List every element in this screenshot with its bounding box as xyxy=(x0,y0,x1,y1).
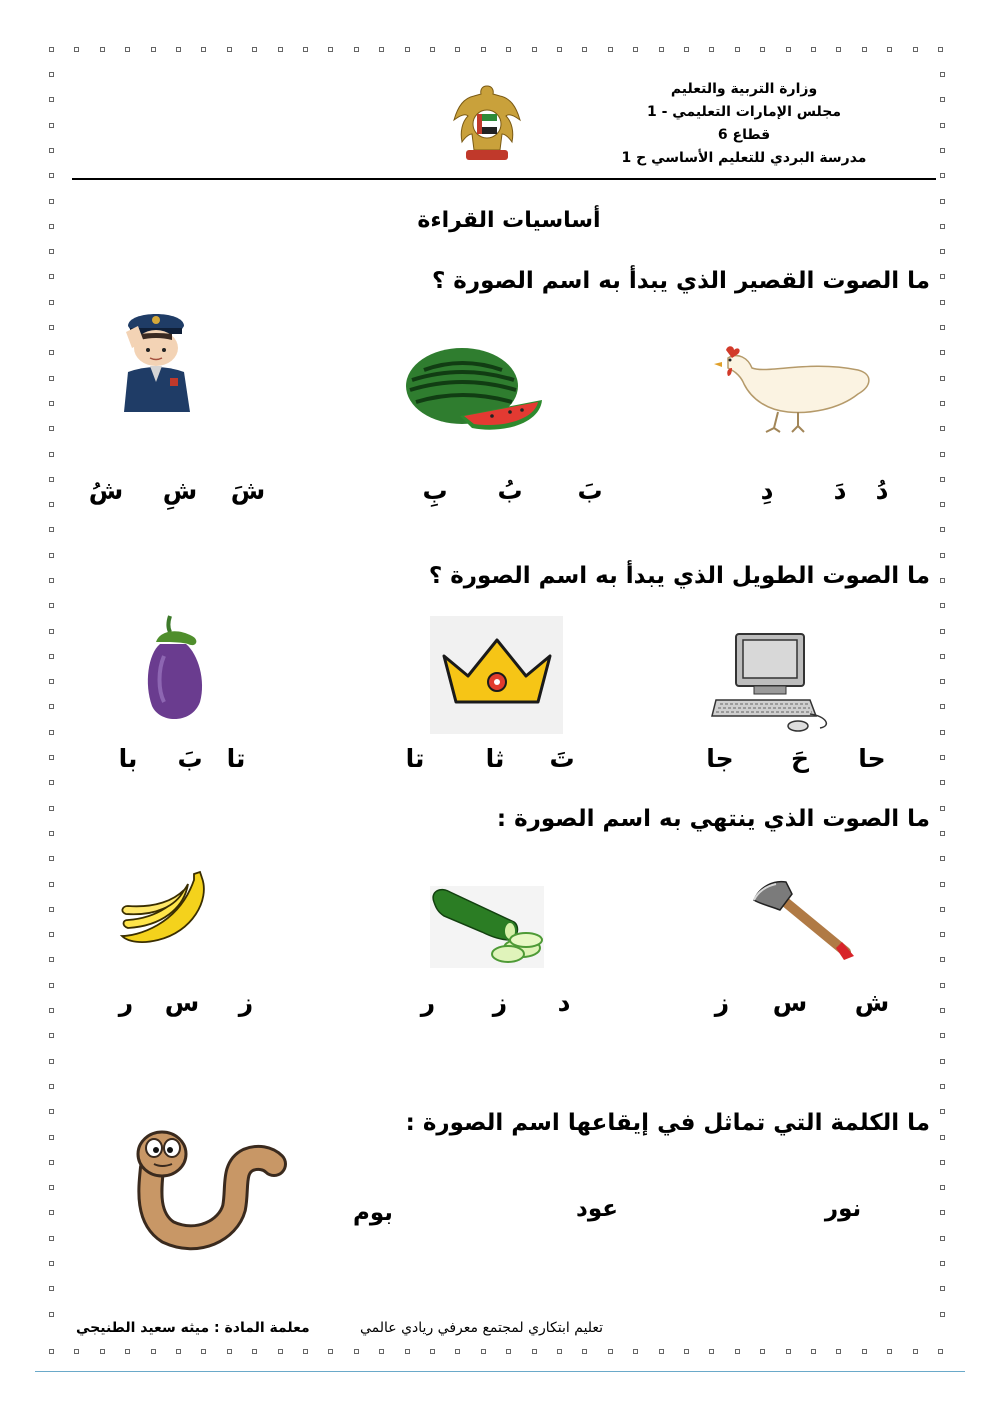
border-dot xyxy=(49,704,54,709)
border-dot xyxy=(887,1349,892,1354)
border-dot xyxy=(811,47,816,52)
sound-option[interactable]: ثا xyxy=(485,744,505,773)
sound-option[interactable]: دِ xyxy=(760,476,774,505)
border-dot xyxy=(74,1349,79,1354)
border-dot xyxy=(49,1033,54,1038)
border-dot xyxy=(252,47,257,52)
border-dot xyxy=(49,97,54,102)
border-dot xyxy=(481,1349,486,1354)
question-2: ما الصوت الطويل الذي يبدأ به اسم الصورة ؟ xyxy=(428,563,930,589)
border-dot xyxy=(49,173,54,178)
border-dot xyxy=(940,249,945,254)
border-dot xyxy=(557,47,562,52)
border-dot xyxy=(940,654,945,659)
question-1: ما الصوت القصير الذي يبدأ به اسم الصورة ؟ xyxy=(431,268,930,294)
question-4: ما الكلمة التي تماثل في إيقاعها اسم الصورة : xyxy=(405,1110,930,1136)
border-dot xyxy=(455,1349,460,1354)
sound-option[interactable]: تا xyxy=(226,744,246,773)
rhyme-word-option[interactable]: عود xyxy=(576,1196,618,1222)
border-dot xyxy=(735,47,740,52)
border-dot xyxy=(49,452,54,457)
border-dot xyxy=(940,957,945,962)
border-dot xyxy=(659,47,664,52)
border-dot xyxy=(303,1349,308,1354)
border-dot xyxy=(49,806,54,811)
cucumber-icon xyxy=(430,886,548,966)
border-dot xyxy=(49,755,54,760)
border-dot xyxy=(49,376,54,381)
border-dot xyxy=(49,1084,54,1089)
border-dot xyxy=(49,47,54,52)
border-dot xyxy=(49,148,54,153)
border-dot xyxy=(49,907,54,912)
border-dot xyxy=(455,47,460,52)
border-dot xyxy=(49,932,54,937)
border-dot xyxy=(608,47,613,52)
sound-option[interactable]: س xyxy=(772,988,808,1017)
border-dot xyxy=(836,47,841,52)
border-dot xyxy=(379,47,384,52)
border-dot xyxy=(74,47,79,52)
sound-option[interactable]: تَ xyxy=(549,744,575,773)
border-dot xyxy=(176,1349,181,1354)
border-dot xyxy=(709,47,714,52)
sound-option[interactable]: ز xyxy=(238,988,254,1017)
border-dot xyxy=(430,47,435,52)
hen-icon xyxy=(708,340,874,436)
border-dot xyxy=(379,1349,384,1354)
border-dot xyxy=(125,47,130,52)
sound-option[interactable]: ز xyxy=(492,988,508,1017)
border-dot xyxy=(940,1160,945,1165)
axe-icon xyxy=(750,876,860,960)
border-dot xyxy=(940,350,945,355)
border-dot xyxy=(913,1349,918,1354)
border-dot xyxy=(49,780,54,785)
border-dot xyxy=(940,148,945,153)
border-dot xyxy=(176,47,181,52)
sound-option[interactable]: جا xyxy=(706,744,734,773)
border-dot xyxy=(940,199,945,204)
border-dot xyxy=(940,1261,945,1266)
sound-option[interactable]: شِ xyxy=(162,476,198,505)
border-dot xyxy=(49,882,54,887)
border-dot xyxy=(940,123,945,128)
border-dot xyxy=(49,123,54,128)
border-dot xyxy=(49,1059,54,1064)
border-dot xyxy=(940,831,945,836)
border-dot xyxy=(49,578,54,583)
border-dot xyxy=(633,1349,638,1354)
border-dot xyxy=(49,679,54,684)
uae-emblem-icon xyxy=(452,80,522,166)
footer-teacher: معلمة المادة : ميثه سعيد الطنيجي xyxy=(76,1320,310,1336)
computer-icon xyxy=(710,630,840,734)
border-dot xyxy=(940,806,945,811)
header-divider xyxy=(72,178,936,180)
sound-option[interactable]: ش xyxy=(854,988,890,1017)
border-dot xyxy=(940,97,945,102)
border-dot xyxy=(49,730,54,735)
worm-icon xyxy=(128,1128,284,1246)
border-dot xyxy=(940,325,945,330)
border-dot xyxy=(49,325,54,330)
sound-option[interactable]: با xyxy=(118,744,138,773)
border-dot xyxy=(940,1109,945,1114)
sector-line: قطاع 6 xyxy=(717,127,771,143)
border-dot xyxy=(405,1349,410,1354)
worksheet-title: أساسيات القراءة xyxy=(417,208,601,233)
border-dot xyxy=(49,502,54,507)
border-dot xyxy=(49,199,54,204)
border-dot xyxy=(940,300,945,305)
border-dot xyxy=(405,47,410,52)
border-dot xyxy=(354,47,359,52)
border-dot xyxy=(940,274,945,279)
border-dot xyxy=(49,1236,54,1241)
school-line: مدرسة البردي للتعليم الأساسي ح 1 xyxy=(621,150,867,166)
border-dot xyxy=(328,47,333,52)
border-dot xyxy=(49,629,54,634)
border-dot xyxy=(49,1135,54,1140)
border-dot xyxy=(49,274,54,279)
border-dot xyxy=(940,527,945,532)
border-dot xyxy=(940,376,945,381)
border-dot xyxy=(303,47,308,52)
banana-icon xyxy=(118,870,208,946)
border-dot xyxy=(684,1349,689,1354)
border-dot xyxy=(786,47,791,52)
border-dot xyxy=(49,527,54,532)
border-dot xyxy=(811,1349,816,1354)
border-dot xyxy=(659,1349,664,1354)
border-dot xyxy=(887,47,892,52)
sound-option[interactable]: بَ xyxy=(577,476,603,505)
border-dot xyxy=(201,1349,206,1354)
border-dot xyxy=(582,1349,587,1354)
border-dot xyxy=(940,401,945,406)
border-dot xyxy=(49,983,54,988)
ministry-line: وزارة التربية والتعليم xyxy=(670,81,818,97)
border-dot xyxy=(709,1349,714,1354)
border-dot xyxy=(940,704,945,709)
sound-option[interactable]: شُ xyxy=(88,476,124,505)
border-dot xyxy=(940,679,945,684)
sound-option[interactable]: ر xyxy=(420,988,436,1017)
sound-option[interactable]: بَ xyxy=(177,744,203,773)
border-dot xyxy=(862,47,867,52)
border-dot xyxy=(532,1349,537,1354)
border-dot xyxy=(49,477,54,482)
border-dot xyxy=(49,300,54,305)
border-dot xyxy=(227,47,232,52)
sound-option[interactable]: تا xyxy=(405,744,425,773)
border-dot xyxy=(49,603,54,608)
border-dot xyxy=(940,983,945,988)
border-dot xyxy=(49,856,54,861)
council-line: مجلس الإمارات التعليمي - 1 xyxy=(646,104,842,120)
border-dot xyxy=(354,1349,359,1354)
border-dot xyxy=(151,47,156,52)
crown-icon xyxy=(438,636,556,710)
border-dot xyxy=(940,1135,945,1140)
sound-option[interactable]: دُ xyxy=(875,476,889,505)
border-dot xyxy=(633,47,638,52)
border-dot xyxy=(940,907,945,912)
sound-option[interactable]: بِ xyxy=(422,476,448,505)
watermelon-icon xyxy=(402,344,544,432)
border-dot xyxy=(49,1312,54,1317)
sound-option[interactable]: حا xyxy=(858,744,886,773)
border-dot xyxy=(940,1059,945,1064)
border-dot xyxy=(49,1160,54,1165)
soldier-icon xyxy=(110,302,202,412)
border-dot xyxy=(940,1236,945,1241)
sound-option[interactable]: ر xyxy=(118,988,134,1017)
border-dot xyxy=(430,1349,435,1354)
border-dot xyxy=(532,47,537,52)
footer-divider xyxy=(35,1371,965,1372)
sound-option[interactable]: د xyxy=(557,988,571,1017)
border-dot xyxy=(49,553,54,558)
border-dot xyxy=(940,856,945,861)
border-dot xyxy=(151,1349,156,1354)
border-dot xyxy=(940,730,945,735)
border-dot xyxy=(49,654,54,659)
border-dot xyxy=(940,553,945,558)
border-dot xyxy=(940,882,945,887)
border-dot xyxy=(940,1008,945,1013)
footer-slogan: تعليم ابتكاري لمجتمع معرفي ريادي عالمي xyxy=(360,1320,604,1336)
border-dot xyxy=(506,1349,511,1354)
border-dot xyxy=(940,578,945,583)
border-dot xyxy=(940,1084,945,1089)
border-dot xyxy=(940,502,945,507)
border-dot xyxy=(940,1210,945,1215)
border-dot xyxy=(938,1349,943,1354)
border-dot xyxy=(940,477,945,482)
border-dot xyxy=(125,1349,130,1354)
border-dot xyxy=(506,47,511,52)
sound-option[interactable]: س xyxy=(164,988,200,1017)
border-dot xyxy=(940,1033,945,1038)
border-dot xyxy=(100,47,105,52)
sound-option[interactable]: ز xyxy=(714,988,730,1017)
border-dot xyxy=(940,629,945,634)
border-dot xyxy=(252,1349,257,1354)
border-dot xyxy=(836,1349,841,1354)
border-dot xyxy=(49,831,54,836)
eggplant-icon xyxy=(138,614,212,724)
border-dot xyxy=(940,1286,945,1291)
sound-option[interactable]: بُ xyxy=(497,476,523,505)
border-dot xyxy=(582,47,587,52)
border-dot xyxy=(940,780,945,785)
border-dot xyxy=(684,47,689,52)
border-dot xyxy=(940,603,945,608)
border-dot xyxy=(940,1185,945,1190)
border-dot xyxy=(913,47,918,52)
border-dot xyxy=(940,755,945,760)
border-dot xyxy=(940,72,945,77)
border-dot xyxy=(278,47,283,52)
border-dot xyxy=(940,452,945,457)
border-dot xyxy=(49,1261,54,1266)
border-dot xyxy=(862,1349,867,1354)
sound-option[interactable]: شَ xyxy=(230,476,266,505)
sound-option[interactable]: دَ xyxy=(833,476,847,505)
border-dot xyxy=(227,1349,232,1354)
border-dot xyxy=(49,249,54,254)
border-dot xyxy=(201,47,206,52)
border-dot xyxy=(278,1349,283,1354)
border-dot xyxy=(735,1349,740,1354)
border-dot xyxy=(49,1008,54,1013)
border-dot xyxy=(940,426,945,431)
border-dot xyxy=(49,1109,54,1114)
border-dot xyxy=(940,932,945,937)
border-dot xyxy=(328,1349,333,1354)
border-dot xyxy=(49,1349,54,1354)
border-dot xyxy=(49,957,54,962)
rhyme-word-option[interactable]: بوم xyxy=(353,1200,393,1226)
border-dot xyxy=(940,173,945,178)
border-dot xyxy=(786,1349,791,1354)
border-dot xyxy=(557,1349,562,1354)
border-dot xyxy=(49,401,54,406)
border-dot xyxy=(760,47,765,52)
border-dot xyxy=(760,1349,765,1354)
border-dot xyxy=(938,47,943,52)
school-header xyxy=(594,78,894,170)
question-3: ما الصوت الذي ينتهي به اسم الصورة : xyxy=(496,806,930,832)
border-dot xyxy=(49,350,54,355)
border-dot xyxy=(49,1286,54,1291)
border-dot xyxy=(49,72,54,77)
rhyme-word-option[interactable]: نور xyxy=(824,1196,862,1222)
border-dot xyxy=(100,1349,105,1354)
border-dot xyxy=(940,1312,945,1317)
border-dot xyxy=(49,1210,54,1215)
border-dot xyxy=(608,1349,613,1354)
border-dot xyxy=(49,426,54,431)
border-dot xyxy=(481,47,486,52)
sound-option[interactable]: حَ xyxy=(790,744,810,773)
border-dot xyxy=(49,1185,54,1190)
